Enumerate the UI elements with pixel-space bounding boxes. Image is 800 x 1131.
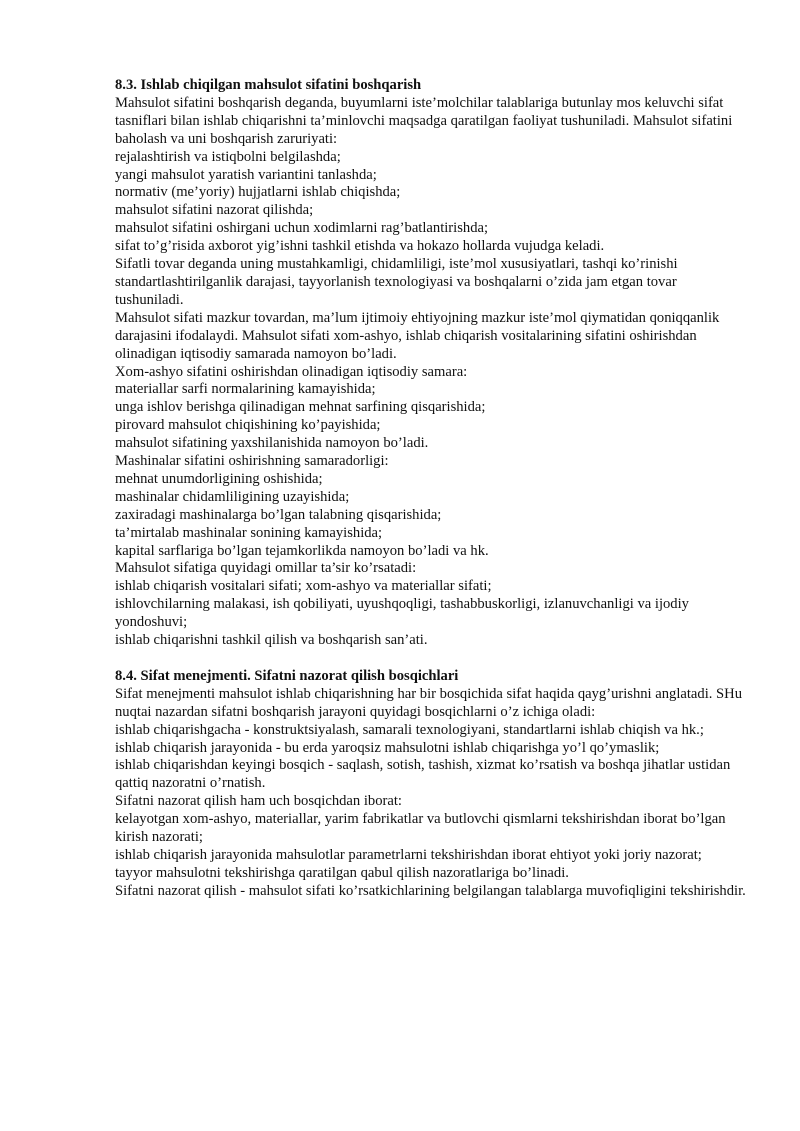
paragraph: Mahsulot sifatini boshqarish deganda, buyumlarni iste’molchilar talablariga butunlay mos keluvchi sifat tasniflari bilan ishlab chiqarishni ta’minlovchi maqsadga qaratilgan faoliyat tushuniladi. Mahsulot sifatini baholash va uni boshqarish zaruriyati: [115, 94, 733, 147]
paragraph: Mahsulot sifatiga quyidagi omillar ta’sir ko’rsatadi: [115, 560, 417, 577]
paragraph: mahsulot sifatini nazorat qilishda; [115, 202, 314, 219]
paragraph: Sifat menejmenti mahsulot ishlab chiqarishning har bir bosqichida sifat haqida qayg’urishni anglatadi. SHu nuqtai nazardan sifatni boshqarish jarayoni quyidagi bosqichlarni o’z ichiga oladi: [115, 685, 742, 720]
paragraph: pirovard mahsulot chiqishining ko’payishida; [115, 417, 381, 434]
paragraph: rejalashtirish va istiqbolni belgilashda; [115, 148, 341, 165]
section-8-4 [115, 668, 747, 901]
paragraph: yangi mahsulot yaratish variantini tanlashda; [115, 166, 377, 183]
paragraph: unga ishlov berishga qilinadigan mehnat sarfining qisqarishida; [115, 399, 486, 416]
paragraph: ishlab chiqarish jarayonida mahsulotlar parametrlarni tekshirishdan iborat ehtiyot yoki joriy nazorat; [115, 846, 702, 863]
paragraph: ishlab chiqarish jarayonida - bu erda yaroqsiz mahsulotni ishlab chiqarishga yo’l qo’ymaslik; [115, 739, 660, 756]
section-heading: 8.4. Sifat menejmenti. Sifatni nazorat qilish bosqichlari [115, 667, 459, 684]
section-8-3 [115, 77, 747, 650]
paragraph: mahsulot sifatini oshirgani uchun xodimlarni rag’batlantirishda; [115, 220, 489, 237]
paragraph: kelayotgan xom-ashyo, materiallar, yarim fabrikatlar va butlovchi qismlarni tekshirishdan iborat bo’lgan kirish nazorati; [115, 811, 726, 846]
paragraph: mashinalar chidamliligining uzayishida; [115, 488, 350, 505]
paragraph: ishlab chiqarish vositalari sifati; xom-ashyo va materiallar sifati; [115, 578, 492, 595]
paragraph: zaxiradagi mashinalarga bo’lgan talabning qisqarishida; [115, 506, 442, 523]
paragraph: mahsulot sifatining yaxshilanishida namoyon bo’ladi. [115, 435, 429, 452]
paragraph: Sifatli tovar deganda uning mustahkamligi, chidamliligi, iste’mol xususiyatlari, tashqi ko’rinishi standartlashtirilganlik darajasi, tayyorlanish texnologiyasi va boshqalarni o’zida jam etgan tovar tushuniladi. [115, 256, 678, 308]
paragraph: ishlab chiqarishni tashkil qilish va boshqarish san’ati. [115, 632, 428, 649]
paragraph: materiallar sarfi normalarining kamayishida; [115, 381, 376, 398]
section-body [115, 95, 747, 650]
paragraph: normativ (me’yoriy) hujjatlarni ishlab chiqishda; [115, 184, 401, 201]
paragraph: ishlab chiqarishdan keyingi bosqich - saqlash, sotish, tashish, xizmat ko’rsatish va boshqa jihatlar ustidan qattiq nazoratni o’rnatish. [115, 757, 731, 792]
paragraph: ta’mirtalab mashinalar sonining kamayishida; [115, 524, 383, 541]
paragraph: Sifatni nazorat qilish ham uch bosqichdan iborat: [115, 793, 402, 810]
paragraph: kapital sarflariga bo’lgan tejamkorlikda namoyon bo’ladi va hk. [115, 542, 489, 559]
document-page [115, 77, 747, 901]
paragraph: ishlovchilarning malakasi, ish qobiliyati, uyushqoqligi, tashabbuskorligi, izlanuvchanligi va ijodiy yondoshuvi; [115, 596, 689, 631]
paragraph: sifat to’g’risida axborot yig’ishni tashkil etishda va hokazo hollarda vujudga keladi. [115, 238, 605, 255]
paragraph: Xom-ashyo sifatini oshirishdan olinadigan iqtisodiy samara: [115, 363, 468, 380]
paragraph: Mahsulot sifati mazkur tovardan, ma’lum ijtimoiy ehtiyojning mazkur iste’mol qiymatidan qoniqqanlik darajasini ifodalaydi. Mahsulot sifati xom-ashyo, ishlab chiqarish vositalarining sifatini oshirishdan olinadigan iqtisodiy samarada namoyon bo’ladi. [115, 309, 720, 362]
paragraph: ishlab chiqarishgacha - konstruktsiyalash, samarali texnologiyani, standartlarni ishlab chiqish va hk.; [115, 721, 704, 738]
section-body [115, 686, 747, 901]
paragraph: mehnat unumdorligining oshishida; [115, 470, 323, 487]
section-heading: 8.3. Ishlab chiqilgan mahsulot sifatini boshqarish [115, 77, 422, 93]
paragraph: Mashinalar sifatini oshirishning samaradorligi: [115, 453, 389, 470]
paragraph: tayyor mahsulotni tekshirishga qaratilgan qabul qilish nazoratlariga bo’linadi. [115, 864, 569, 881]
paragraph: Sifatni nazorat qilish - mahsulot sifati ko’rsatkichlarining belgilangan talablarga muvofiqligini tekshirishdir. [115, 882, 746, 899]
